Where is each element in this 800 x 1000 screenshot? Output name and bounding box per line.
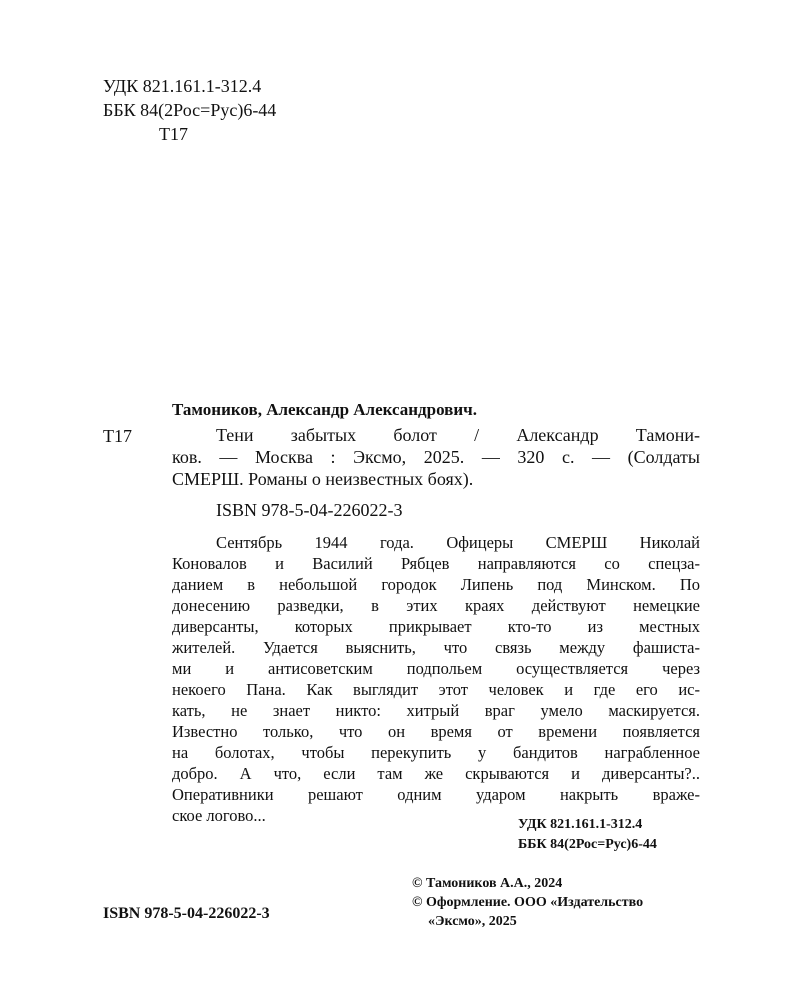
annotation-line: кать, не знает никто: хитрый враг умело маскируется. (172, 701, 700, 720)
classification-codes-top (103, 74, 276, 146)
udk-code: УДК 821.161.1-312.4 (103, 76, 262, 96)
bbk-code-bottom: ББК 84(2Рос=Рус)6-44 (518, 837, 657, 852)
annotation-line: жителей. Удается выяснить, что связь между фашиста- (172, 638, 700, 657)
annotation-line: Оперативники решают одним ударом накрыть враже- (172, 785, 700, 804)
isbn-entry: ISBN 978-5-04-226022-3 (216, 500, 403, 520)
annotation-line: Сентябрь 1944 года. Офицеры СМЕРШ Николай (216, 533, 700, 552)
udk-code-bottom: УДК 821.161.1-312.4 (518, 817, 643, 832)
copyright-design: © Оформление. ООО «Издательство (412, 895, 644, 910)
annotation-line: на болотах, чтобы перекупить у бандитов награбленное (172, 743, 700, 762)
citation-line: Тени забытых болот / Александр Тамони- (216, 425, 700, 445)
citation-line: ков. — Москва : Эксмо, 2025. — 320 с. — (Солдаты (172, 447, 700, 467)
citation-line: СМЕРШ. Романы о неизвестных боях). (172, 469, 474, 489)
annotation-line: данием в небольшой городок Липень под Минском. По (172, 575, 700, 594)
bbk-code: ББК 84(2Рос=Рус)6-44 (103, 100, 277, 120)
annotation-line: ское логово... (172, 806, 266, 825)
annotation-line: ми и антисоветским подпольем осуществляется через (172, 659, 700, 678)
annotation-line: добро. А что, если там же скрываются и диверсанты?.. (172, 764, 700, 783)
annotation-line: донесению разведки, в этих краях действуют немецкие (172, 596, 700, 615)
author-mark: Т17 (159, 124, 188, 144)
annotation-line: Известно только, что он время от времени появляется (172, 722, 700, 741)
bibliographic-citation (172, 424, 700, 490)
classification-codes-bottom (518, 815, 657, 855)
author-mark-entry: Т17 (103, 426, 132, 446)
copyright-block (412, 874, 643, 931)
annotation-line: Коновалов и Василий Рябцев направляются со спецза- (172, 554, 700, 573)
annotation-line: некоего Пана. Как выглядит этот человек и где его ис- (172, 680, 700, 699)
isbn-bottom: ISBN 978-5-04-226022-3 (103, 905, 270, 922)
annotation-line: диверсанты, которых прикрывает кто-то из местных (172, 617, 700, 636)
copyright-author: © Тамоников А.А., 2024 (412, 876, 563, 891)
copyright-design-cont: «Эксмо», 2025 (428, 914, 517, 929)
author-heading: Тамоников, Александр Александрович. (172, 400, 477, 419)
annotation (172, 532, 700, 826)
